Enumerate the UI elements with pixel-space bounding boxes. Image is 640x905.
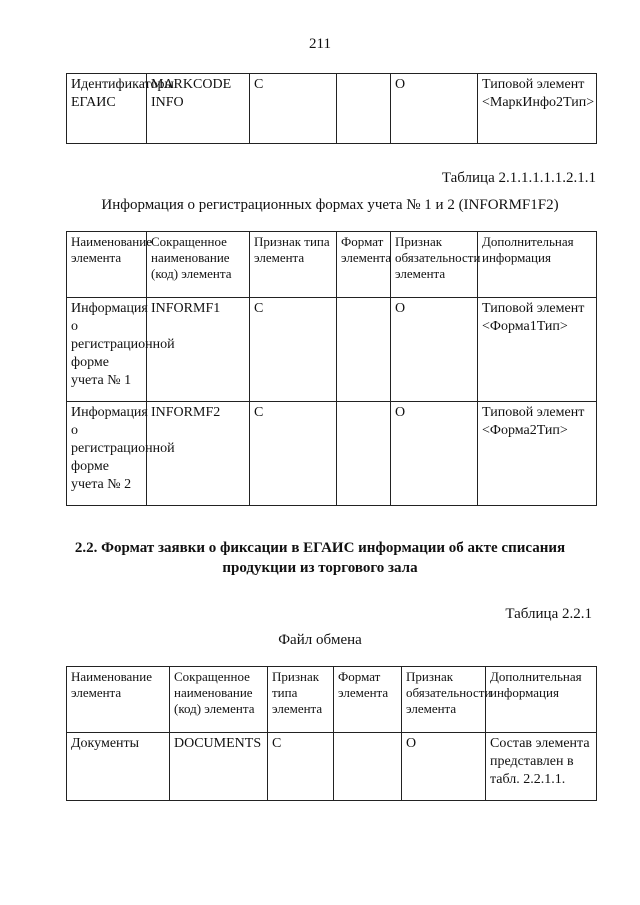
table-cell: О <box>391 298 478 402</box>
table-cell: Типовой элемент <МаркИнфо2Тип> <box>478 74 597 144</box>
table-cell: О <box>391 74 478 144</box>
table-cell <box>337 298 391 402</box>
table-row <box>67 298 597 402</box>
table-cell: MARKCODE INFO <box>147 74 250 144</box>
column-header: Наименование элемента <box>67 667 170 733</box>
table-cell: О <box>391 402 478 506</box>
table-cell <box>337 402 391 506</box>
column-header: Признак типа элемента <box>268 667 334 733</box>
table-row <box>67 74 597 144</box>
section-heading-line: 2.2. Формат заявки о фиксации в ЕГАИС информации об акте списания <box>74 540 566 556</box>
table-cell: Типовой элемент <Форма1Тип> <box>478 298 597 402</box>
exchange-file-table <box>66 666 597 801</box>
table-row <box>67 402 597 506</box>
column-header: Сокращенное наименование (код) элемента <box>170 667 268 733</box>
column-header: Формат элемента <box>337 232 391 298</box>
table-cell: Типовой элемент <Форма2Тип> <box>478 402 597 506</box>
table-cell: INFORMF2 <box>147 402 250 506</box>
table-cell: О <box>402 733 486 801</box>
column-header: Формат элемента <box>334 667 402 733</box>
table-cell: С <box>250 402 337 506</box>
informf1f2-table <box>66 231 597 506</box>
table-cell: Идентификаторы ЕГАИС <box>67 74 147 144</box>
column-header: Сокращенное наименование (код) элемента <box>147 232 250 298</box>
table-cell: INFORMF1 <box>147 298 250 402</box>
continuation-table <box>66 73 597 144</box>
table-cell: С <box>250 74 337 144</box>
table-header-row <box>67 232 597 298</box>
column-header: Признак обязательности элемента <box>402 667 486 733</box>
table-cell: Информация о регистрационной форме учета № 2 <box>67 402 147 506</box>
column-header: Признак типа элемента <box>250 232 337 298</box>
table-number: Таблица 2.2.1 <box>505 606 592 622</box>
table-cell: Информация о регистрационной форме учета № 1 <box>67 298 147 402</box>
table-cell: Документы <box>67 733 170 801</box>
page-number: 211 <box>309 36 331 52</box>
table-number: Таблица 2.1.1.1.1.1.2.1.1 <box>441 170 596 186</box>
column-header: Признак обязательности элемента <box>391 232 478 298</box>
table-row <box>67 733 597 801</box>
column-header: Наименование элемента <box>67 232 147 298</box>
table-cell: С <box>268 733 334 801</box>
table-title: Информация о регистрационных формах учета № 1 и 2 (INFORMF1F2) <box>101 197 559 213</box>
table-cell: С <box>250 298 337 402</box>
column-header: Дополнительная информация <box>486 667 597 733</box>
column-header: Дополнительная информация <box>478 232 597 298</box>
table-title: Файл обмена <box>278 632 362 648</box>
section-heading <box>40 538 600 578</box>
table-cell <box>334 733 402 801</box>
table-cell: DOCUMENTS <box>170 733 268 801</box>
section-heading-line: продукции из торгового зала <box>222 560 418 576</box>
table-cell <box>337 74 391 144</box>
table-cell: Состав элемента представлен в табл. 2.2.1.1. <box>486 733 597 801</box>
table-header-row <box>67 667 597 733</box>
